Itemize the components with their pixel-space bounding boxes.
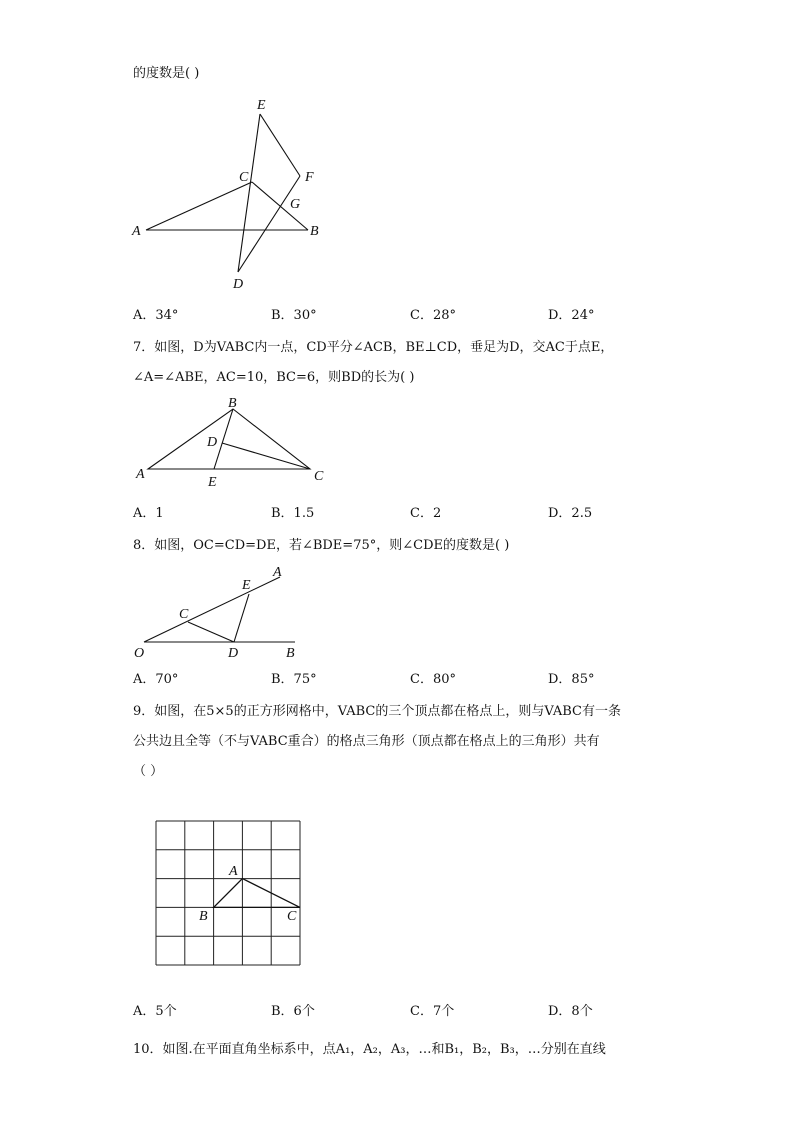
q9-option-a[interactable]: A．5个 — [133, 1004, 177, 1019]
q6-option-d[interactable]: D．24° — [548, 308, 595, 323]
q6-label-e: E — [257, 98, 266, 113]
q8-option-a[interactable]: A．70° — [133, 672, 179, 687]
q8-option-b[interactable]: B．75° — [271, 672, 317, 687]
q6-label-f: F — [305, 170, 314, 185]
q7-label-e: E — [208, 475, 217, 490]
q6-label-g: G — [290, 197, 301, 212]
q7-option-d[interactable]: D．2.5 — [548, 506, 593, 521]
q8-label-c: C — [179, 607, 189, 622]
q6-label-c: C — [239, 170, 249, 185]
q8-label-e: E — [242, 578, 251, 593]
q8-segment-de — [234, 594, 249, 642]
q7-question-line-2: ∠A=∠ABE，AC=10，BC=6，则BD的长为( ) — [133, 370, 415, 385]
q9-label-a: A — [229, 864, 238, 879]
q8-option-d[interactable]: D．85° — [548, 672, 595, 687]
q6-label-a: A — [132, 224, 141, 239]
q7-triangle-abc — [148, 409, 310, 469]
q8-label-o: O — [134, 646, 145, 661]
q9-label-c: C — [287, 909, 297, 924]
q8-question-line-1: 8．如图，OC=CD=DE，若∠BDE=75°，则∠CDE的度数是( ) — [133, 538, 510, 553]
q6-segment-ac — [146, 182, 252, 230]
q7-label-b: B — [228, 396, 237, 411]
q9-label-b: B — [199, 909, 208, 924]
q6-option-c[interactable]: C．28° — [410, 308, 456, 323]
q9-question-line-2: 公共边且全等（不与VABC重合）的格点三角形（顶点都在格点上的三角形）共有 — [133, 734, 600, 749]
q8-label-d: D — [228, 646, 239, 661]
q8-figure — [130, 562, 310, 662]
q6-option-b[interactable]: B．30° — [271, 308, 317, 323]
q9-option-c[interactable]: C．7个 — [410, 1004, 455, 1019]
q6-option-a[interactable]: A．34° — [133, 308, 179, 323]
q8-options — [133, 670, 693, 690]
q7-figure — [130, 394, 335, 494]
q9-figure — [150, 815, 310, 975]
q8-segment-cd — [188, 622, 234, 642]
q7-label-d: D — [207, 435, 218, 450]
q7-option-a[interactable]: A．1 — [133, 506, 164, 521]
q7-label-a: A — [136, 467, 145, 482]
q7-label-c: C — [314, 469, 324, 484]
q7-options — [133, 504, 693, 524]
q6-label-d: D — [233, 277, 244, 292]
q9-option-b[interactable]: B．6个 — [271, 1004, 315, 1019]
q6-segment-fd — [238, 176, 300, 272]
q9-options — [133, 1002, 693, 1022]
q6-label-b: B — [310, 224, 319, 239]
q7-segment-dc — [222, 443, 310, 469]
q6-segment-ef — [260, 114, 300, 176]
q9-question-line-3: （ ） — [133, 764, 164, 779]
q8-label-b: B — [286, 646, 295, 661]
q8-label-a: A — [273, 565, 282, 580]
q9-option-d[interactable]: D．8个 — [548, 1004, 593, 1019]
q8-option-c[interactable]: C．80° — [410, 672, 456, 687]
q6-figure — [125, 92, 335, 297]
q9-triangle-abc — [214, 879, 300, 908]
q7-option-b[interactable]: B．1.5 — [271, 506, 315, 521]
q7-question-line-1: 7．如图，D为VABC内一点，CD平分∠ACB，BE⊥CD，垂足为D，交AC于点E， — [133, 340, 614, 355]
q7-option-c[interactable]: C．2 — [410, 506, 442, 521]
q9-question-line-1: 9．如图，在5×5的正方形网格中，VABC的三个顶点都在格点上，则与VABC有一条 — [133, 704, 621, 719]
q6-segment-ed — [238, 114, 260, 272]
q10-question-line-1: 10．如图.在平面直角坐标系中，点A₁，A₂，A₃，…和B₁，B₂，B₃，…分别在直线 — [133, 1042, 606, 1057]
q6-question-tail: 的度数是( ) — [133, 66, 200, 81]
q6-options — [133, 306, 693, 326]
